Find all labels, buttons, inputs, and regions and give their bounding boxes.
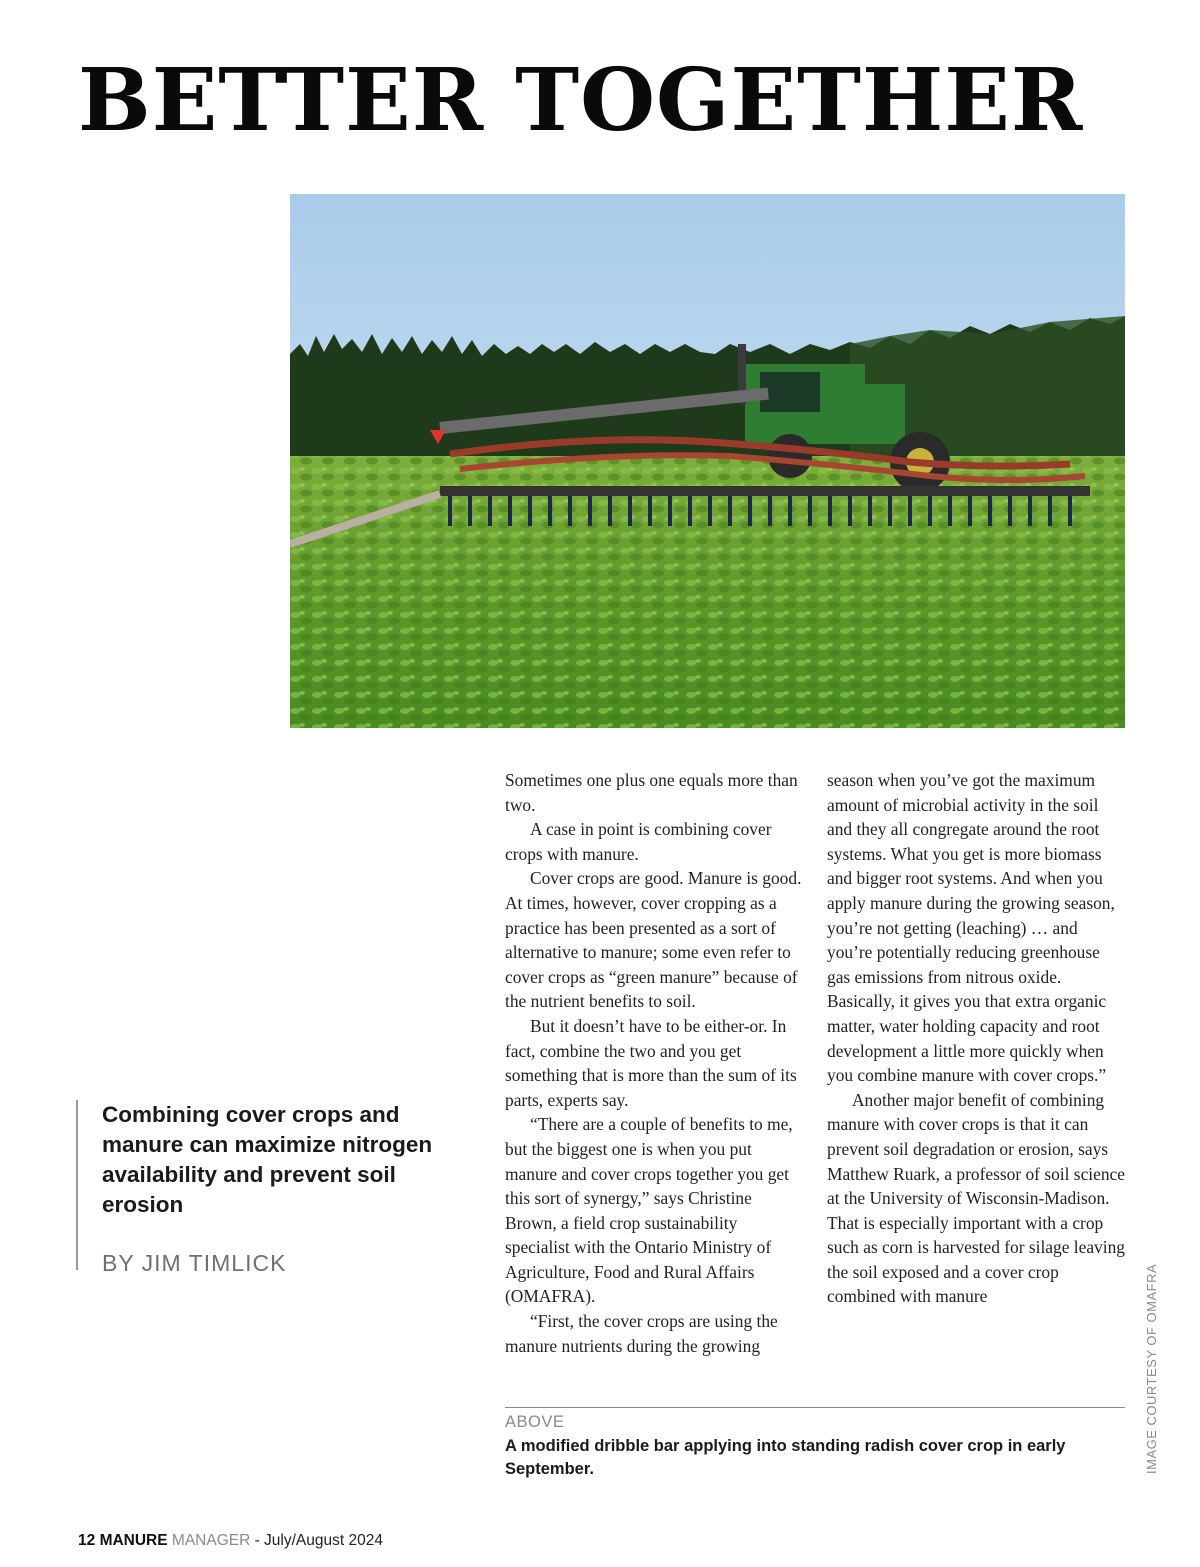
paragraph: Cover crops are good. Manure is good. At times, however, cover cropping as a practice has been presented as a sort of alternative to manure; some even refer to cover crops as “green manure” because of the nutrient benefits to soil. [505,868,802,1012]
headline: BETTER TOGETHER [78,50,1084,151]
paragraph: A case in point is combining cover crops with manure. [505,819,772,864]
article-photo [290,194,1125,728]
page-folio [78,1532,383,1550]
caption-text: A modified dribble bar applying into standing radish cover crop in early September. [505,1437,1066,1478]
body-column-2 [827,768,1127,1309]
page-number: 12 [78,1532,96,1549]
brand-manager: MANAGER [171,1532,251,1549]
paragraph: Sometimes one plus one equals more than two. [505,770,798,815]
paragraph: But it doesn’t have to be either-or. In fact, combine the two and you get something that is more than the sum of its parts, experts say. [505,1015,797,1110]
byline: BY JIM TIMLICK [102,1250,287,1276]
paragraph: “There are a couple of benefits to me, but the biggest one is when you put manure and cover crops together you get this sort of synergy,” says Christine Brown, a field crop sustainability specialist with the Ontario Ministry of Agriculture, Food and Rural Affairs (OMAFRA). [505,1114,793,1307]
caption-divider [505,1407,1125,1408]
deck-block [76,1100,456,1276]
body-column-1 [505,768,805,1358]
deck: Combining cover crops and manure can maximize nitrogen availability and prevent soil erosion [102,1102,433,1217]
paragraph: “First, the cover crops are using the manure nutrients during the growing [505,1311,778,1356]
paragraph: Another major benefit of combining manure with cover crops is that it can prevent soil degradation or erosion, says Matthew Ruark, a professor of soil science at the University of Wisconsin-Madison. That is especially important with a crop such as corn is harvested for silage leaving the soil exposed and a cover crop combined with manure [827,1089,1125,1307]
paragraph: season when you’ve got the maximum amount of microbial activity in the soil and they all congregate around the root systems. What you get is more biomass and bigger root systems. And when you apply manure during the growing season, you’re not getting (leaching) … and you’re potentially reducing greenhouse gas emissions from nitrous oxide. Basically, it gives you that extra organic matter, water holding capacity and root development a little more quickly when you combine manure with cover crops.” [827,770,1115,1086]
caption-label: ABOVE [505,1413,565,1431]
photo-credit: IMAGE COURTESY OF OMAFRA [1144,1263,1159,1474]
brand-manure: MANURE [99,1532,168,1549]
issue-date: - July/August 2024 [254,1532,383,1549]
